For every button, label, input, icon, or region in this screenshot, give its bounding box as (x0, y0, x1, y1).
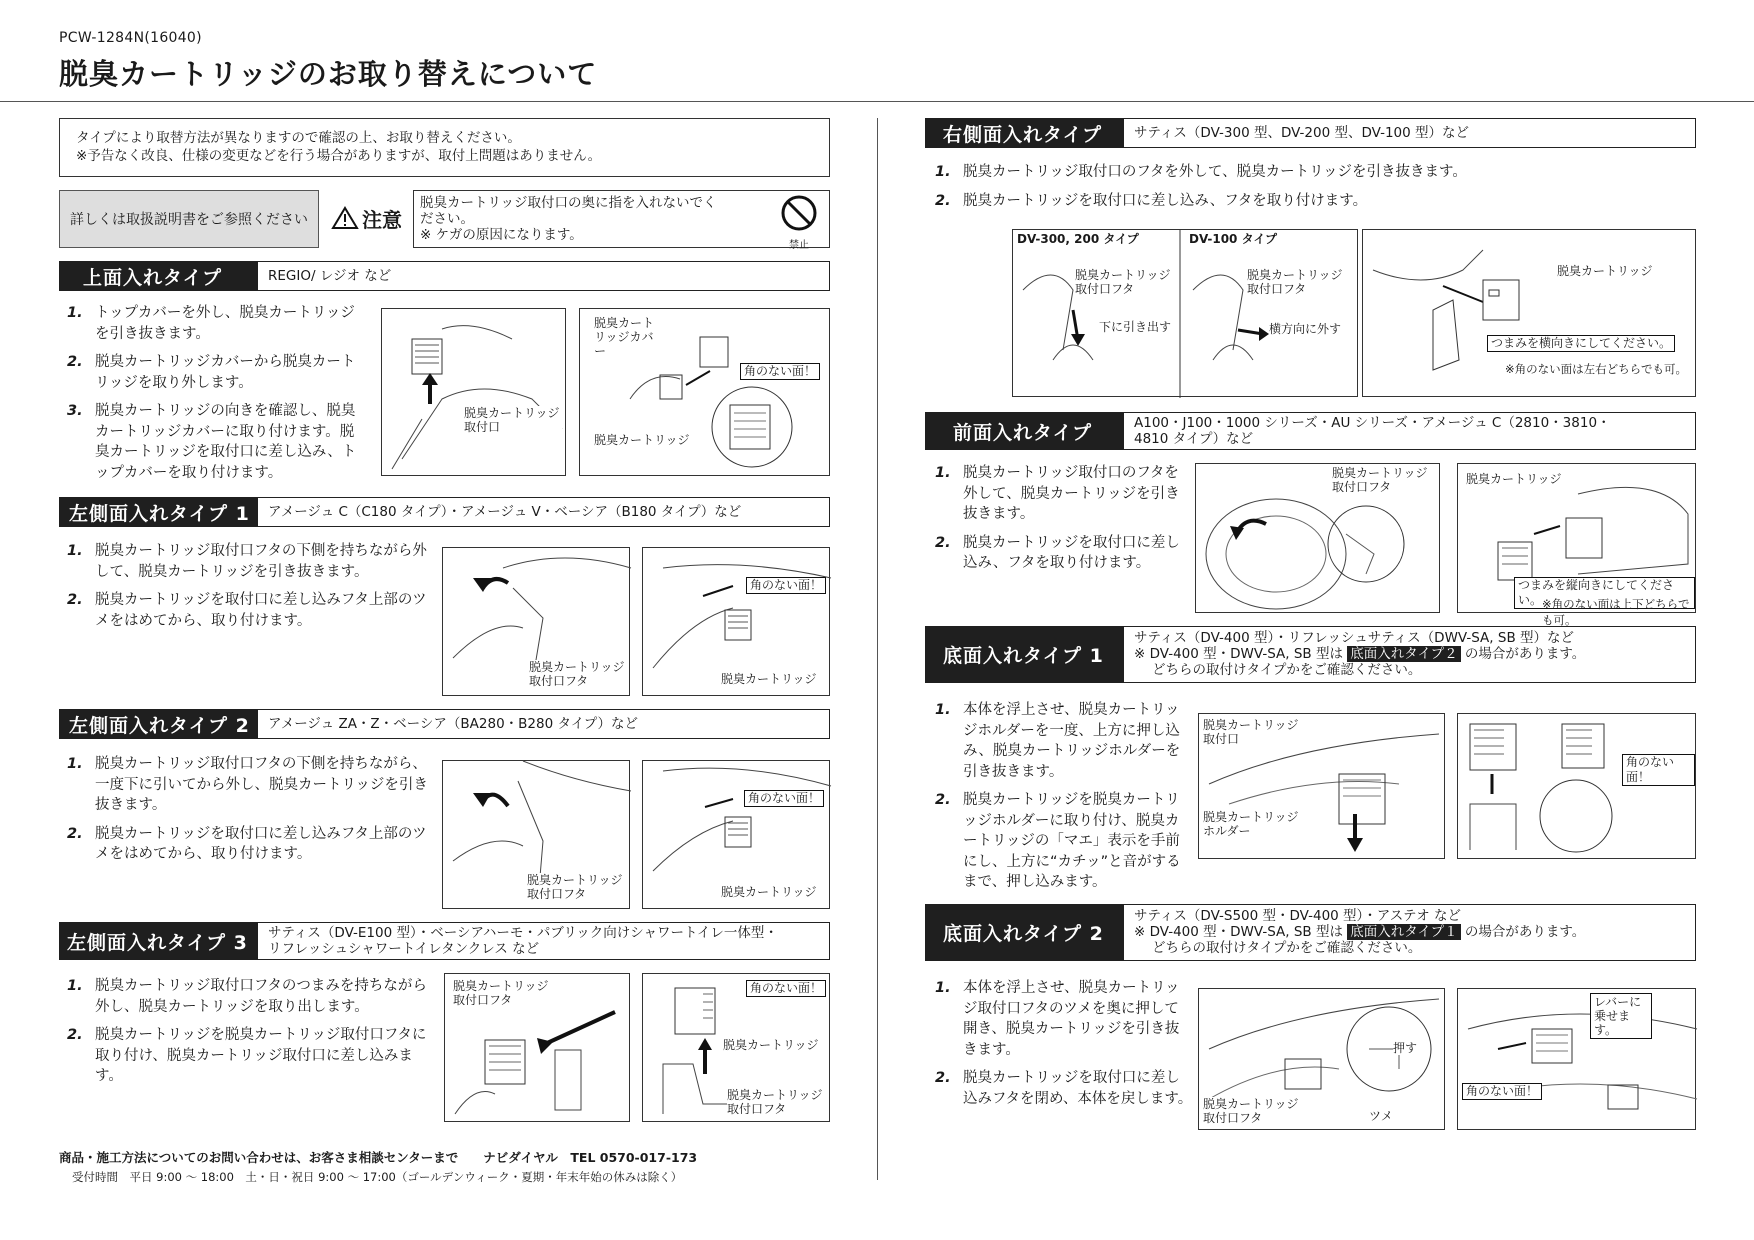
figure-label: 脱臭カートリッジ (721, 672, 817, 686)
intro-line-1: タイプにより取替方法が異なりますので確認の上、お取り替えください。 (76, 130, 521, 146)
figure-label: 脱臭カートリッジホルダー (1203, 810, 1303, 838)
figure-left-3-1 (444, 973, 630, 1122)
illustration (1458, 714, 1697, 860)
illustration (1458, 989, 1697, 1131)
figure-label: 脱臭カートリッジ取付口フタ (1247, 268, 1345, 296)
figure-label: 押す (1393, 1041, 1418, 1055)
step-item: 1. 脱臭カートリッジ取付口フタのつまみを持ちながら外し、脱臭カートリッジを取り出します。 (67, 978, 427, 1015)
steps-top (67, 303, 367, 491)
section-models: REGIO/ レジオ など (258, 261, 830, 291)
figure-left-2-1 (442, 760, 630, 909)
figure-note: ※角のない面は左右どちらでも可。 (1505, 362, 1688, 376)
footer-contact: 商品・施工方法についてのお問い合わせは、お客さま相談センターまで ナビダイヤル TEL 0570-017-173 (59, 1150, 698, 1165)
warning-triangle-icon (332, 206, 358, 230)
figure-label: 脱臭カートリッジ (721, 885, 817, 899)
figure-left-2-2 (642, 760, 830, 909)
steps-left-3 (67, 976, 437, 1095)
figure-bottom-2-1 (1198, 988, 1445, 1130)
badge: 角のない面！ (744, 790, 824, 807)
badge: つまみを横向きにしてください。 (1487, 335, 1675, 352)
section-header-left-1 (59, 497, 830, 527)
section-models: アメージュ ZA・Z・ベーシア（BA280・B280 タイプ）など (258, 709, 830, 739)
section-header-right (925, 118, 1696, 148)
section-models: アメージュ C（C180 タイプ）・アメージュ V・ベーシア（B180 タイプ）など (258, 497, 830, 527)
figure-action: 下に引き出す (1099, 320, 1172, 334)
prohibit-icon (780, 194, 818, 232)
section-title: 右側面入れタイプ (925, 118, 1124, 148)
caution-line-1: 脱臭カートリッジ取付口の奥に指を入れないでく (420, 195, 717, 211)
figure-bottom-1-1 (1198, 713, 1445, 859)
step-item: 2. 脱臭カートリッジを取付口に差し込みフタ上部のツメをはめてから、取り付けます。 (67, 825, 427, 862)
type-note-line-2: どちらの取付けタイプかをご確認ください。 (1152, 940, 1422, 956)
figure-top-1 (381, 308, 566, 476)
badge: 角のない面！ (746, 980, 826, 997)
figure-top-2 (579, 308, 830, 476)
caution-sign (332, 197, 414, 239)
prohibit-mark (777, 194, 821, 254)
caution-line-3: ※ ケガの原因になります。 (420, 227, 583, 243)
figure-label: ツメ (1369, 1109, 1393, 1123)
step-item: 2. 脱臭カートリッジを脱臭カートリッジ取付口フタに取り付け、脱臭カートリッジ取付口に差し込みます。 (67, 1027, 427, 1084)
figure-label: 脱臭カートリッジ取付口フタ (527, 873, 627, 901)
step-item: 2. 脱臭カートリッジを取付口に差し込み、フタを取り付けます。 (935, 192, 1368, 209)
figure-label: 脱臭カートリッジ取付口 (464, 406, 562, 434)
type-reference: 底面入れタイプ１ (1347, 924, 1460, 940)
figure-front-1 (1195, 463, 1440, 613)
caution-line-2: ださい。 (420, 211, 474, 227)
figure-label: 脱臭カートリッジ (1466, 472, 1562, 486)
figure-label: 脱臭カートリッジ取付口フタ (1332, 466, 1432, 494)
step-item: 2. 脱臭カートリッジを取付口に差し込みフタを閉め、本体を戻します。 (935, 1070, 1193, 1107)
figure-right-2 (1362, 229, 1696, 397)
figure-left-1-1 (442, 547, 630, 696)
section-title: 底面入れタイプ 1 (925, 626, 1124, 683)
step-item: 2. 脱臭カートリッジカバーから脱臭カートリッジを取り外します。 (67, 354, 356, 391)
figure-label: 脱臭カートリッジ取付口フタ (1203, 1097, 1303, 1125)
figure-label: レバーに乗せます。 (1590, 993, 1652, 1039)
step-item: 1. トップカバーを外し、脱臭カートリッジを引き抜きます。 (67, 305, 355, 342)
section-title: 前面入れタイプ (925, 412, 1124, 450)
models-line-1: サティス（DV-E100 型）・ベーシアハーモ・パブリック向けシャワートイレ一体型・ (268, 925, 778, 941)
figure-label: 脱臭カートリッジ取付口フタ (529, 660, 629, 688)
figure-label: 脱臭カートリッジ (723, 1038, 819, 1052)
section-models (1124, 904, 1696, 961)
section-header-left-2 (59, 709, 830, 739)
step-item: 1. 脱臭カートリッジ取付口フタの下側を持ちながら、一度下に引いてから外し、脱臭カートリッジを引き抜きます。 (67, 756, 428, 813)
section-header-top (59, 261, 830, 291)
step-item: 1. 脱臭カートリッジ取付口のフタを外して、脱臭カートリッジを引き抜きます。 (935, 465, 1180, 522)
figure-label: 脱臭カートリッジカバー (594, 316, 664, 358)
footer-hours: 受付時間 平日 9:00 ～ 18:00 土・日・祝日 9:00 ～ 17:00（ゴールデンウィーク・夏期・年末年始の休みは除く） (72, 1170, 683, 1184)
type-note: ※ DV-400 型・DWV-SA, SB 型は 底面入れタイプ１ の場合があります。 (1134, 924, 1586, 940)
figure-label: 脱臭カートリッジ取付口フタ (1075, 268, 1173, 296)
badge: 角のない面！ (740, 363, 820, 380)
badge: 角のない面！ (1622, 754, 1695, 786)
intro-box (59, 118, 830, 177)
figure-label: 脱臭カートリッジ (594, 433, 690, 447)
caution-box (413, 190, 830, 251)
document-code: PCW-1284N(16040) (59, 30, 202, 46)
steps-left-1 (67, 541, 437, 639)
figure-front-2 (1457, 463, 1696, 627)
step-item: 2. 脱臭カートリッジを脱臭カートリッジホルダーに取り付け、脱臭カートリッジの「マエ」表示を手前にし、上方に“カチッ”と音がするまで、押し込みます。 (935, 792, 1181, 890)
models-line-2: 4810 タイプ）など (1134, 431, 1254, 447)
illustration (1013, 230, 1359, 398)
section-header-bottom-1 (925, 626, 1696, 683)
figure-bottom-2-2 (1457, 988, 1696, 1130)
figure-label: 脱臭カートリッジ (1557, 264, 1653, 278)
figure-left-1-2 (642, 547, 830, 696)
section-models (1124, 412, 1696, 450)
figure-action: 横方向に外す (1269, 322, 1342, 336)
figure-label: 脱臭カートリッジ取付口 (1203, 718, 1303, 746)
column-divider (877, 118, 878, 1180)
step-item: 1. 本体を浮上させ、脱臭カートリッジ取付口フタのツメを奥に押して開き、脱臭カートリッジを引き抜きます。 (935, 980, 1180, 1058)
section-models (1124, 626, 1696, 683)
models-line-1: A100・J100・1000 シリーズ・AU シリーズ・アメージュ C（2810・3810・ (1134, 415, 1611, 431)
section-title: 左側面入れタイプ 1 (59, 497, 258, 527)
section-title: 左側面入れタイプ 2 (59, 709, 258, 739)
steps-front (935, 463, 1190, 582)
models-line-2: リフレッシュシャワートイレタンクレス など (268, 941, 540, 957)
figure-left-3-2 (642, 973, 830, 1122)
section-models (258, 922, 830, 960)
figure-subtitle: DV-100 タイプ (1189, 232, 1277, 246)
section-header-bottom-2 (925, 904, 1696, 961)
step-item: 1. 本体を浮上させ、脱臭カートリッジホルダーを一度、上方に押し込み、脱臭カートリッジホルダーを引き抜きます。 (935, 702, 1181, 780)
intro-line-2: ※予告なく改良、仕様の変更などを行う場合がありますが、取付上問題はありません。 (76, 148, 602, 164)
prohibit-label: 禁止 (789, 240, 809, 251)
badge: 角のない面！ (746, 577, 826, 594)
section-header-left-3 (59, 922, 830, 960)
section-models: サティス（DV-300 型、DV-200 型、DV-100 型）など (1124, 118, 1696, 148)
section-title: 左側面入れタイプ 3 (59, 922, 258, 960)
badge: つまみを縦向きにしてください。 (1514, 577, 1695, 609)
caution-label: 注意 (362, 207, 402, 232)
section-header-front (925, 412, 1696, 450)
figure-label: 脱臭カートリッジ取付口フタ (727, 1088, 827, 1116)
steps-right (935, 162, 1675, 219)
figure-bottom-1-2 (1457, 713, 1696, 859)
title-rule (0, 101, 1754, 102)
illustration (382, 309, 567, 477)
page-title: 脱臭カートリッジのお取り替えについて (59, 57, 598, 91)
step-item: 2. 脱臭カートリッジを取付口に差し込みフタ上部のツメをはめてから、取り付けます。 (67, 592, 427, 629)
figure-note: ※角のない面は上下どちらでも可。 (1542, 597, 1690, 627)
models-line: サティス（DV-S500 型・DV-400 型）・アステオ など (1134, 908, 1462, 924)
step-item: 1. 脱臭カートリッジ取付口のフタを外して、脱臭カートリッジを引き抜きます。 (935, 164, 1467, 180)
section-title: 上面入れタイプ (59, 261, 258, 291)
type-note-line-2: どちらの取付けタイプかをご確認ください。 (1152, 662, 1422, 678)
step-item: 1. 脱臭カートリッジ取付口フタの下側を持ちながら外して、脱臭カートリッジを引き抜きます。 (67, 543, 427, 580)
steps-bottom-2 (935, 978, 1193, 1117)
figure-label: 脱臭カートリッジ取付口フタ (453, 979, 553, 1007)
figure-right-1 (1012, 229, 1358, 397)
type-reference: 底面入れタイプ２ (1347, 646, 1460, 662)
type-note: ※ DV-400 型・DWV-SA, SB 型は 底面入れタイプ２ の場合があります。 (1134, 646, 1586, 662)
models-line: サティス（DV-400 型）・リフレッシュサティス（DWV-SA, SB 型）など (1134, 630, 1574, 646)
badge: 角のない面！ (1462, 1083, 1542, 1100)
step-item: 2. 脱臭カートリッジを取付口に差し込み、フタを取り付けます。 (935, 534, 1180, 571)
steps-left-2 (67, 754, 437, 873)
section-title: 底面入れタイプ 2 (925, 904, 1124, 961)
step-item: 3. 脱臭カートリッジの向きを確認し、脱臭カートリッジカバーに取り付けます。脱臭カートリッジを取付口に差し込み、トップカバーを取り付けます。 (67, 403, 357, 481)
steps-bottom-1 (935, 700, 1185, 901)
figure-subtitle: DV-300, 200 タイプ (1017, 232, 1139, 246)
see-manual-box: 詳しくは取扱説明書をご参照ください (59, 190, 319, 248)
